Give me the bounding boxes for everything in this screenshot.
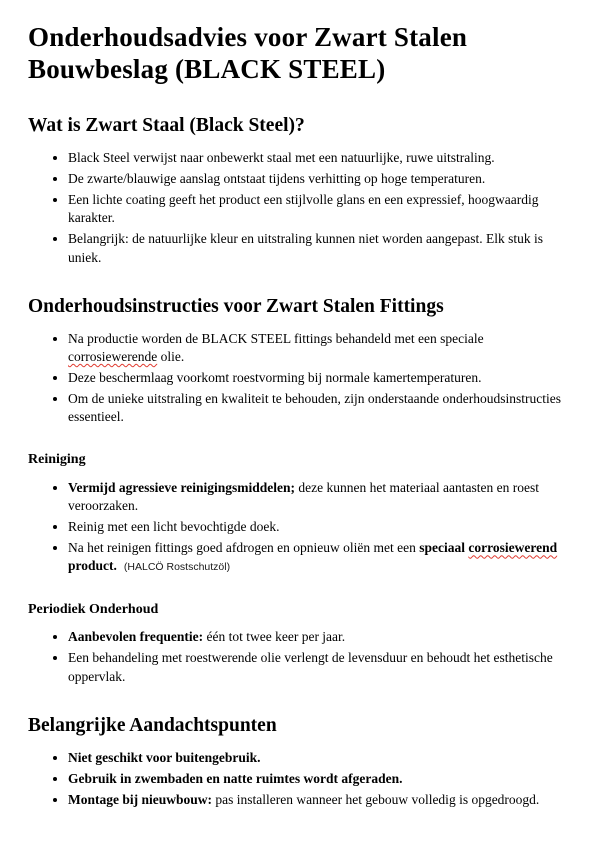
body-text: Montage bij nieuwbouw: bbox=[68, 792, 213, 808]
list-item bbox=[68, 770, 581, 788]
list-item bbox=[68, 170, 581, 188]
body-text: pas installeren wanneer het gebouw volledig is opgedroogd. bbox=[212, 792, 540, 808]
spellcheck-marked-text: corrosiewerend bbox=[468, 540, 558, 556]
body-text: Deze beschermlaag voorkomt roestvorming bij normale kamertemperaturen. bbox=[68, 370, 482, 386]
body-text: één tot twee keer per jaar. bbox=[203, 629, 346, 645]
section-heading: Reiniging bbox=[28, 452, 86, 468]
body-text: Om de unieke uitstraling en kwaliteit te behouden, zijn onderstaande onderhoudsinstructies essentieel. bbox=[68, 391, 561, 425]
list-item bbox=[68, 479, 581, 515]
body-text: Een lichte coating geeft het product een stijlvolle glans en een expressief, hoogwaardig karakter. bbox=[68, 192, 539, 226]
list-item bbox=[68, 390, 581, 426]
body-text: Niet geschikt voor buitengebruik. bbox=[68, 749, 261, 765]
bullet-list bbox=[28, 330, 581, 426]
body-text: speciaal bbox=[419, 540, 469, 556]
body-text: Black Steel verwijst naar onbewerkt staal met een natuurlijke, ruwe uitstraling. bbox=[68, 150, 495, 166]
list-item bbox=[68, 539, 581, 575]
list-item bbox=[68, 649, 581, 685]
body-text: Aanbevolen frequentie: bbox=[68, 629, 204, 645]
list-item bbox=[68, 191, 581, 227]
document-title: Onderhoudsadvies voor Zwart Stalen Bouwbeslag (BLACK STEEL) bbox=[28, 22, 468, 84]
body-text: Na productie worden de BLACK STEEL fittings behandeld met een speciale bbox=[68, 330, 484, 346]
list-item bbox=[68, 230, 581, 266]
bullet-list bbox=[28, 149, 581, 266]
list-item bbox=[68, 791, 581, 809]
sections bbox=[28, 114, 581, 809]
bullet-list bbox=[28, 628, 581, 685]
bullet-list bbox=[28, 749, 581, 809]
list-item bbox=[68, 330, 581, 366]
section-heading: Periodiek Onderhoud bbox=[28, 601, 159, 617]
list-item bbox=[68, 628, 581, 646]
body-text: Vermijd agressieve reinigingsmiddelen; bbox=[68, 480, 295, 496]
list-item bbox=[68, 749, 581, 767]
section-heading: Onderhoudsinstructies voor Zwart Stalen Fittings bbox=[28, 295, 444, 317]
product-note-text: (HALCÖ Rostschutzöl) bbox=[123, 561, 231, 574]
list-item bbox=[68, 518, 581, 536]
bullet-list bbox=[28, 479, 581, 575]
body-text: Belangrijk: de natuurlijke kleur en uitstraling kunnen niet worden aangepast. Elk stuk is uniek. bbox=[68, 231, 544, 265]
body-text: Gebruik in zwembaden en natte ruimtes wordt afgeraden. bbox=[68, 771, 403, 787]
body-text: Reinig met een licht bevochtigde doek. bbox=[68, 519, 280, 535]
spellcheck-marked-text: corrosiewerende bbox=[68, 349, 158, 365]
body-text: Na het reinigen fittings goed afdrogen en opnieuw oliën met een bbox=[68, 540, 420, 556]
list-item bbox=[68, 149, 581, 167]
section-heading: Wat is Zwart Staal (Black Steel)? bbox=[28, 114, 305, 136]
body-text: product. bbox=[68, 558, 117, 574]
body-text: De zwarte/blauwige aanslag ontstaat tijdens verhitting op hoge temperaturen. bbox=[68, 171, 486, 187]
body-text: Een behandeling met roestwerende olie verlengt de levensduur en behoudt het esthetische oppervlak. bbox=[68, 650, 553, 684]
body-text: olie. bbox=[157, 349, 185, 365]
list-item bbox=[68, 369, 581, 387]
section-heading: Belangrijke Aandachtspunten bbox=[28, 714, 277, 736]
body-text: deze kunnen het materiaal aantasten en roest veroorzaken. bbox=[68, 480, 540, 514]
